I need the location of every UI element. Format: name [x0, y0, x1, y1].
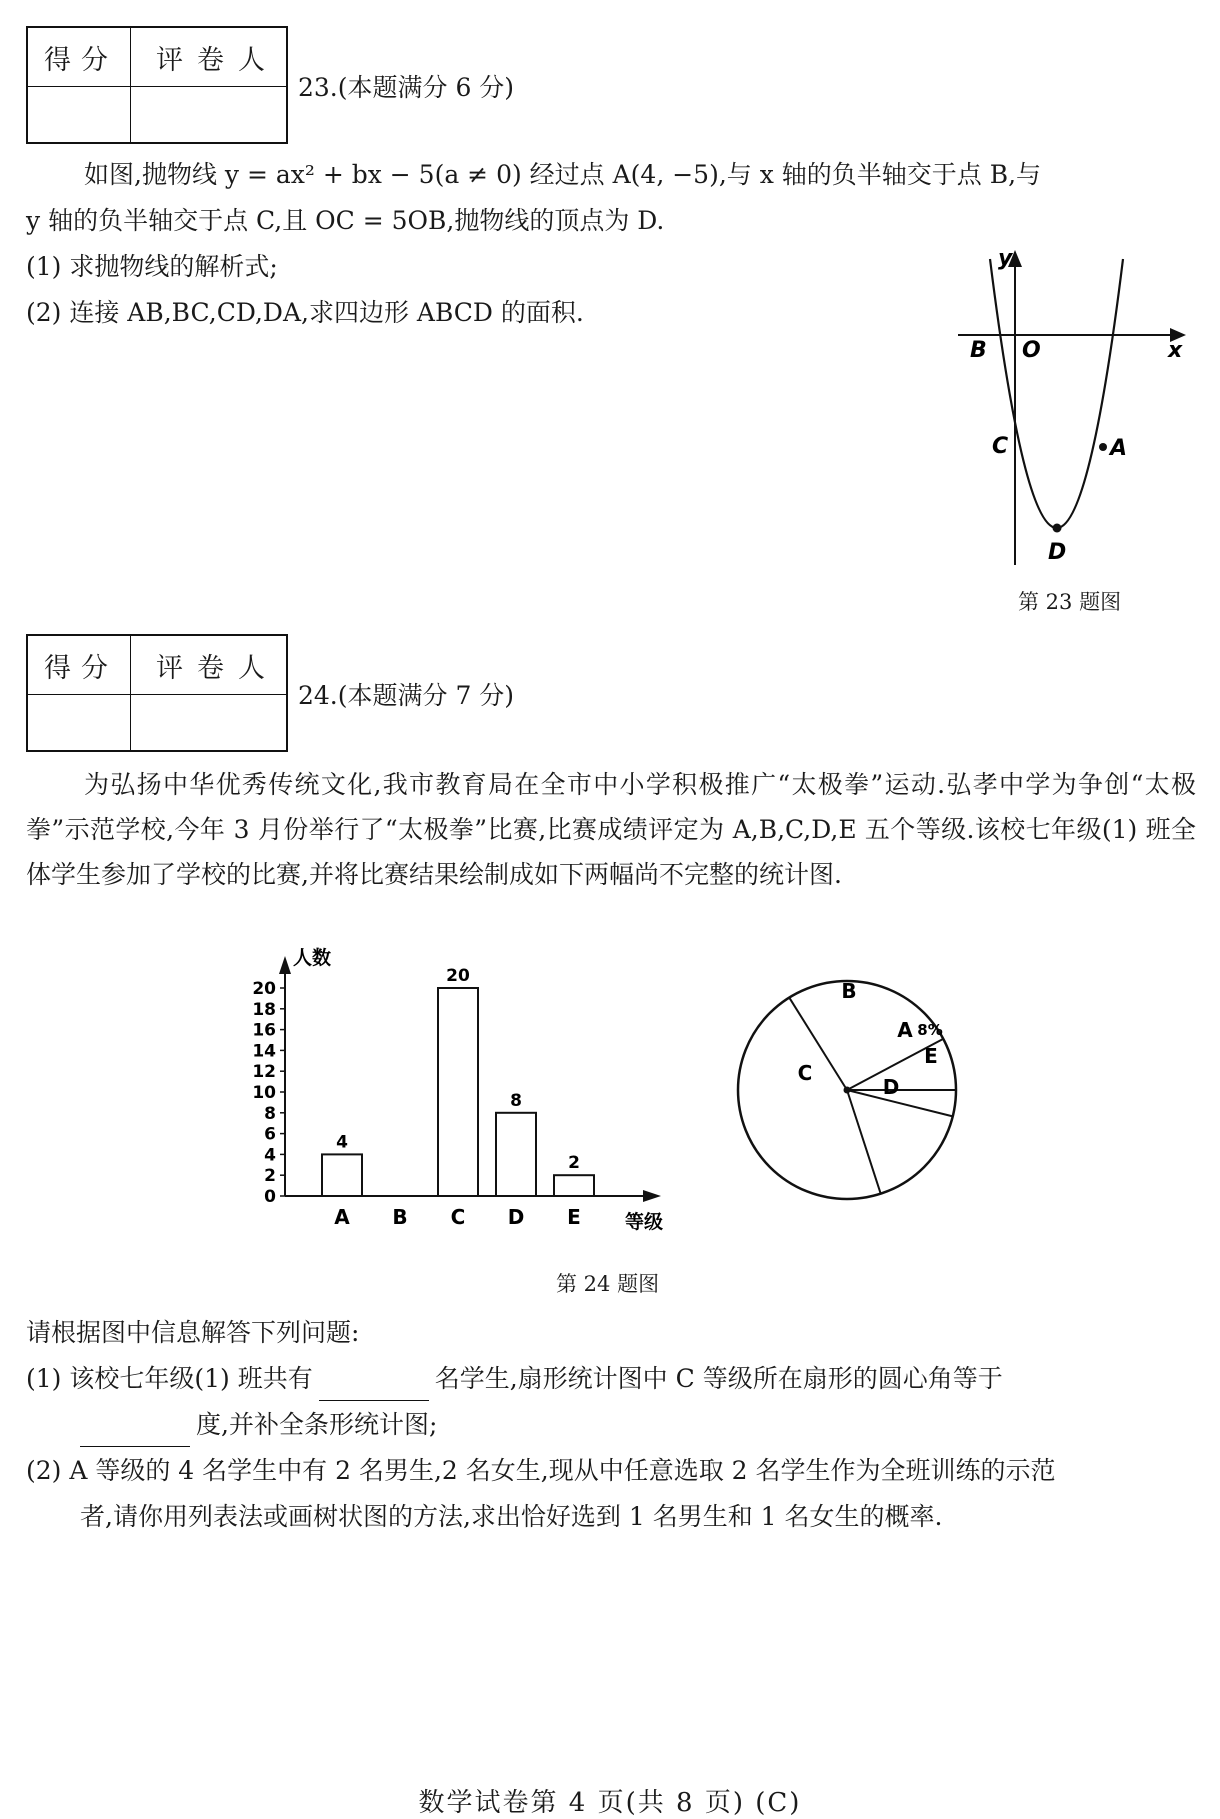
point-D: [1053, 524, 1062, 533]
bar-value-label-E: 2: [568, 1153, 580, 1174]
pie-slice-label-B: B: [841, 979, 857, 1003]
bar-y-axis-label: 人数: [293, 947, 332, 969]
grader-label: 评卷人: [156, 653, 279, 684]
q24-part1-c: 度,并补全条形统计图;: [196, 1410, 438, 1439]
bar-y-tick-label: 18: [252, 999, 276, 1020]
bar-category-label-C: C: [450, 1205, 466, 1229]
label-A: A: [1110, 436, 1128, 461]
point-A: [1099, 443, 1107, 451]
q24-stem: 为弘扬中华优秀传统文化,我市教育局在全市中小学积极推广“太极拳”运动.弘孝中学为争创“太极拳”示范学校,今年 3 月份举行了“太极拳”比赛,比赛成绩评定为 A,B,C,D,E 五个等级.该校七年级(1) 班全体学生参加了学校的比赛,并将比赛结果绘制成如下两幅尚不完整的统计图.: [26, 770, 1196, 889]
label-x: x: [1168, 338, 1183, 363]
pie-slice-label-D: D: [882, 1075, 900, 1099]
label-B: B: [970, 338, 987, 363]
bar-D: [496, 1113, 536, 1196]
label-y: y: [998, 246, 1013, 271]
bar-y-tick-label: 4: [264, 1145, 276, 1166]
bar-x-axis-label: 等级: [625, 1211, 664, 1233]
bar-E: [554, 1175, 594, 1196]
q24-heading: 24.(本题满分 7 分): [298, 681, 515, 710]
pie-slice-label-A: A: [897, 1018, 913, 1042]
bar-chart: [245, 944, 685, 1234]
q24-part1-line2: [80, 1402, 1180, 1447]
q23-part2: (2) 连接 AB,BC,CD,DA,求四边形 ABCD 的面积.: [26, 298, 584, 327]
page-footer: 数学试卷第 4 页(共 8 页) (C): [418, 1788, 802, 1818]
score-box-q23: [26, 26, 288, 144]
q23-stem-line1: 如图,抛物线 y = ax² + bx − 5(a ≠ 0) 经过点 A(4, −5),与 x 轴的负半轴交于点 B,与: [84, 160, 1042, 189]
bar-y-tick-label: 16: [252, 1020, 276, 1041]
bar-C: [438, 988, 478, 1196]
bar-y-tick-label: 20: [252, 979, 276, 999]
q24-part2-line1: (2) A 等级的 4 名学生中有 2 名男生,2 名女生,现从中任意选取 2 名学生作为全班训练的示范: [26, 1456, 1056, 1485]
label-O: O: [1022, 338, 1041, 363]
pie-slice-percent-A: 8%: [917, 1021, 943, 1039]
q23-heading: 23.(本题满分 6 分): [298, 73, 515, 102]
pie-chart: [727, 970, 967, 1210]
score-box-q24: [26, 634, 288, 752]
q24-prompt: 请根据图中信息解答下列问题:: [26, 1318, 360, 1347]
pie-center: [844, 1087, 851, 1094]
q24-part1-a: (1) 该校七年级(1) 班共有: [26, 1364, 313, 1393]
bar-y-axis-arrow: [279, 956, 291, 974]
pie-slice-label-C: C: [797, 1061, 813, 1085]
q24-figure-caption: 第 24 题图: [556, 1272, 660, 1296]
bar-y-tick-label: 2: [264, 1166, 276, 1187]
bar-category-label-D: D: [507, 1205, 525, 1229]
score-label: 得分: [44, 653, 118, 684]
q24-part1-b: 名学生,扇形统计图中 C 等级所在扇形的圆心角等于: [434, 1364, 1003, 1393]
bar-category-label-A: A: [334, 1205, 350, 1229]
bar-value-label-C: 20: [446, 966, 470, 986]
bar-value-label-A: 4: [336, 1132, 348, 1153]
bar-y-tick-label: 14: [252, 1041, 276, 1062]
bar-y-tick-label: 10: [252, 1083, 276, 1103]
bar-value-label-D: 8: [510, 1090, 522, 1111]
answer-blank-students[interactable]: [319, 1372, 429, 1401]
bar-A: [322, 1154, 362, 1196]
q23-parabola-figure: [950, 245, 1210, 575]
q23-figure-caption: 第 23 题图: [1018, 590, 1122, 614]
bar-y-tick-label: 12: [252, 1062, 276, 1083]
bar-x-axis-arrow: [643, 1190, 661, 1202]
bar-y-tick-label: 0: [264, 1187, 276, 1207]
pie-slice-label-E: E: [924, 1044, 938, 1068]
bar-y-tick-label: 8: [264, 1103, 276, 1124]
q23-stem-line2: y 轴的负半轴交于点 C,且 OC = 5OB,抛物线的顶点为 D.: [26, 206, 665, 235]
bar-category-label-B: B: [392, 1205, 408, 1229]
parabola-curve: [990, 259, 1123, 528]
label-D: D: [1048, 540, 1067, 565]
score-label: 得分: [44, 45, 118, 76]
q23-part1: (1) 求抛物线的解析式;: [26, 252, 278, 281]
q24-part1-line1: [26, 1356, 1196, 1401]
grader-label: 评卷人: [156, 45, 279, 76]
bar-category-label-E: E: [567, 1205, 581, 1229]
q24-part2-line2: 者,请你用列表法或画树状图的方法,求出恰好选到 1 名男生和 1 名女生的概率.: [80, 1502, 943, 1531]
label-C: C: [992, 434, 1009, 459]
answer-blank-angle[interactable]: [80, 1418, 190, 1447]
bar-y-tick-label: 6: [264, 1124, 276, 1145]
